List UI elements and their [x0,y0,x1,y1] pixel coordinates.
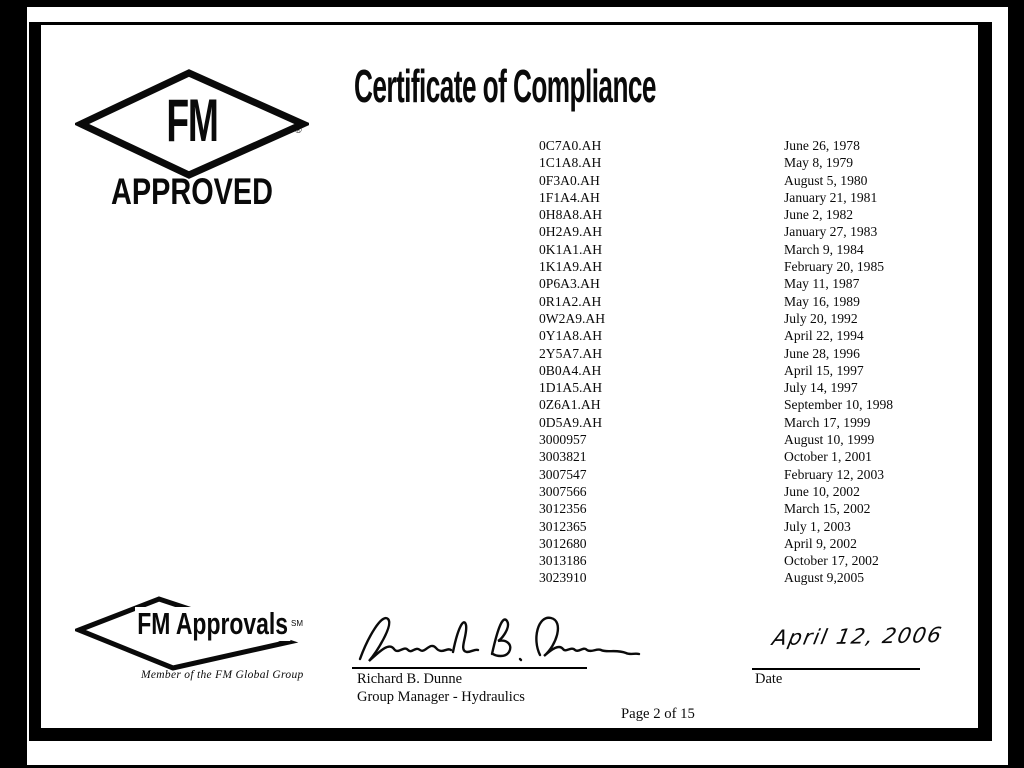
signature-line [352,667,587,669]
page-number: Page 2 of 15 [621,706,695,722]
entries-list [539,137,893,587]
entry-date: January 21, 1981 [784,189,878,205]
fm-approved-logo [75,69,309,181]
entry-date: July 14, 1997 [784,380,858,396]
entry-date: April 22, 1994 [784,328,864,344]
entry-date: March 17, 1999 [784,414,871,430]
entry-id: 3007547 [539,466,587,482]
entry-date: October 17, 2002 [784,553,879,569]
entry-id: 1K1A9.AH [539,259,603,275]
entry-date: May 11, 1987 [784,276,860,292]
entry-id: 0Z6A1.AH [539,397,601,413]
entry-id: 1F1A4.AH [539,189,600,205]
entry-row [539,483,893,500]
entry-id: 3012356 [539,501,587,517]
entry-row [539,223,893,240]
entry-id: 0H2A9.AH [539,224,603,240]
fm-logo-text: FM [166,87,218,154]
entry-id: 0H8A8.AH [539,207,603,223]
entry-date: January 27, 1983 [784,224,878,240]
entry-id: 1C1A8.AH [539,155,602,171]
entry-id: 3012680 [539,535,587,551]
entry-date: August 5, 1980 [784,172,868,188]
entry-date: April 9, 2002 [784,535,857,551]
entry-date: August 9,2005 [784,570,865,586]
entry-row [539,552,893,569]
entry-date: February 12, 2003 [784,466,885,482]
page-content [27,7,1008,765]
entry-date: September 10, 1998 [784,397,894,413]
entry-row [539,154,893,171]
entry-row [539,500,893,517]
entry-id: 3003821 [539,449,587,465]
entry-date: April 15, 1997 [784,362,864,378]
fm-approvals-text: FM Approvals [135,607,290,641]
entry-id: 2Y5A7.AH [539,345,603,361]
entry-row [539,431,893,448]
entry-id: 1D1A5.AH [539,380,603,396]
entry-date: August 10, 1999 [784,432,875,448]
entry-row [539,258,893,275]
entry-row [539,206,893,223]
entry-row [539,275,893,292]
entry-row [539,310,893,327]
entry-id: 0K1A1.AH [539,241,603,257]
fm-approvals-logo [75,592,325,674]
entry-row [539,569,893,586]
entry-date: February 20, 1985 [784,259,885,275]
entry-date: October 1, 2001 [784,449,872,465]
entry-date: May 16, 1989 [784,293,860,309]
date-label: Date [755,671,783,687]
registered-trademark-icon: ® [295,125,302,135]
handwritten-date: April 12, 2006 [770,623,945,650]
entry-row [539,535,893,552]
signer-name: Richard B. Dunne [357,671,463,687]
entry-date: June 28, 1996 [784,345,860,361]
entry-id: 0P6A3.AH [539,276,600,292]
entry-date: July 20, 1992 [784,310,858,326]
entry-row [539,414,893,431]
entry-row [539,172,893,189]
entry-date: March 9, 1984 [784,241,864,257]
entry-row [539,137,893,154]
entry-row [539,379,893,396]
entry-row [539,466,893,483]
entry-id: 0W2A9.AH [539,310,606,326]
entry-row [539,327,893,344]
date-line [752,668,920,670]
entry-id: 3013186 [539,553,587,569]
entry-date: May 8, 1979 [784,155,854,171]
entry-row [539,396,893,413]
entry-date: June 2, 1982 [784,207,854,223]
signature-image [354,609,644,667]
entry-date: June 26, 1978 [784,138,860,153]
service-mark-icon: SM [291,619,303,628]
entry-row [539,345,893,362]
entry-id: 0B0A4.AH [539,362,602,378]
entry-id: 3023910 [539,570,587,586]
entry-id: 0D5A9.AH [539,414,603,430]
entry-id: 3007566 [539,483,587,499]
entry-id: 0F3A0.AH [539,172,600,188]
entry-id: 0Y1A8.AH [539,328,603,344]
entry-row [539,448,893,465]
entry-row [539,241,893,258]
entry-id: 0C7A0.AH [539,138,602,153]
approved-label: APPROVED [111,171,273,212]
entry-row [539,518,893,535]
entry-date: July 1, 2003 [784,518,851,534]
signer-role: Group Manager - Hydraulics [357,689,525,705]
page-title: Certificate of Compliance [354,60,656,112]
certificate-page [27,7,1008,765]
entry-row [539,362,893,379]
entry-row [539,189,893,206]
entry-date: March 15, 2002 [784,501,871,517]
entry-row [539,293,893,310]
fm-global-tagline: Member of the FM Global Group [141,669,304,681]
entry-date: June 10, 2002 [784,483,860,499]
entry-id: 3012365 [539,518,587,534]
entry-id: 3000957 [539,432,587,448]
entry-id: 0R1A2.AH [539,293,602,309]
